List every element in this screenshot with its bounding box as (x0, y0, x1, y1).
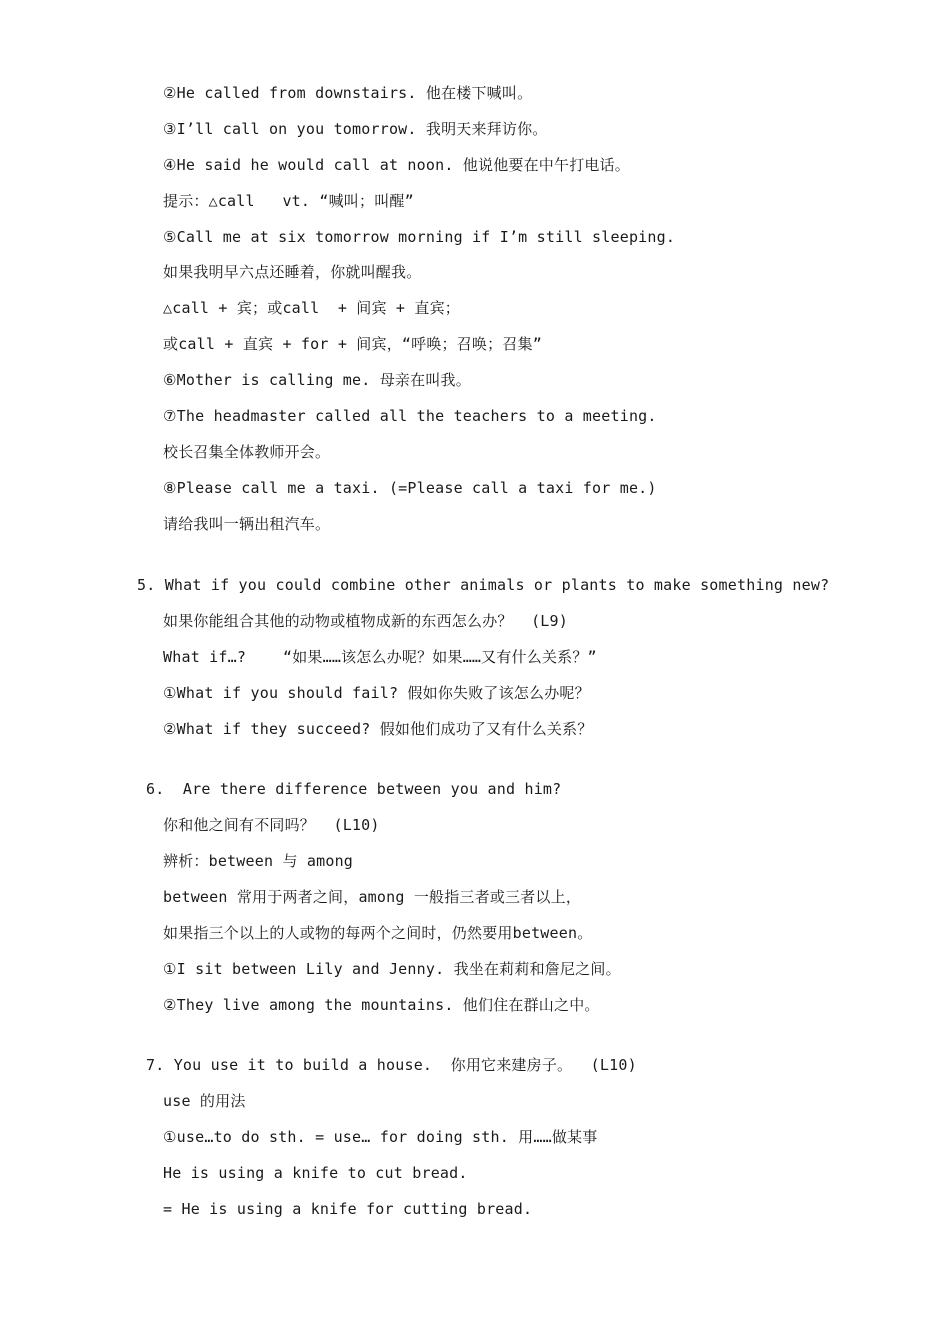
example-sentence: ⑥Mother is calling me. 母亲在叫我。 (163, 371, 471, 389)
example-sentence: ④He said he would call at noon. 他说他要在中午打电话。 (163, 156, 631, 174)
translation-line: 请给我叫一辆出租汽车。 (163, 515, 331, 533)
example-sentence: ⑤Call me at six tomorrow morning if I’m still sleeping. (163, 228, 676, 246)
translation-line: 校长召集全体教师开会。 (163, 443, 331, 461)
usage-pattern: 或call + 直宾 + for + 间宾，“呼唤；召唤；召集” (163, 335, 542, 353)
usage-note: 辨析：between 与 among (163, 852, 354, 870)
example-sentence: ⑦The headmaster called all the teachers to a meeting. (163, 407, 657, 425)
translation-line: 如果你能组合其他的动物或植物成新的东西怎么办？ (L9) (163, 612, 568, 630)
usage-pattern: ①use…to do sth. = use… for doing sth. 用……做某事 (163, 1128, 598, 1146)
usage-note: between 常用于两者之间，among 一般指三者或三者以上， (163, 888, 582, 906)
translation-line: 你和他之间有不同吗？ (L10) (163, 816, 380, 834)
example-sentence: ①I sit between Lily and Jenny. 我坐在莉莉和詹尼之间。 (163, 960, 621, 978)
item-heading-5: 5. What if you could combine other animals or plants to make something new? (137, 576, 830, 594)
usage-pattern: △call + 宾；或call + 间宾 + 直宾； (163, 299, 460, 317)
usage-note: 如果指三个以上的人或物的每两个之间时，仍然要用between。 (163, 924, 593, 942)
example-sentence: He is using a knife to cut bread. (163, 1164, 468, 1182)
item-heading-6: 6. Are there difference between you and him? (146, 780, 562, 798)
usage-pattern: What if…? “如果……该怎么办呢？如果……又有什么关系？” (163, 648, 597, 666)
example-sentence: ②They live among the mountains. 他们住在群山之中。 (163, 996, 600, 1014)
item-heading-7: 7. You use it to build a house. 你用它来建房子。 (L10) (146, 1056, 637, 1074)
example-sentence: ③I’ll call on you tomorrow. 我明天来拜访你。 (163, 120, 548, 138)
example-sentence: = He is using a knife for cutting bread. (163, 1200, 533, 1218)
example-sentence: ⑧Please call me a taxi. (=Please call a taxi for me.) (163, 479, 657, 497)
example-sentence: ②He called from downstairs. 他在楼下喊叫。 (163, 84, 533, 102)
tip-line: 提示：△call vt. “喊叫；叫醒” (163, 192, 414, 210)
example-sentence: ①What if you should fail? 假如你失败了该怎么办呢？ (163, 684, 590, 702)
usage-note: use 的用法 (163, 1092, 246, 1110)
example-sentence: ②What if they succeed? 假如他们成功了又有什么关系？ (163, 720, 593, 738)
translation-line: 如果我明早六点还睡着，你就叫醒我。 (163, 263, 422, 281)
